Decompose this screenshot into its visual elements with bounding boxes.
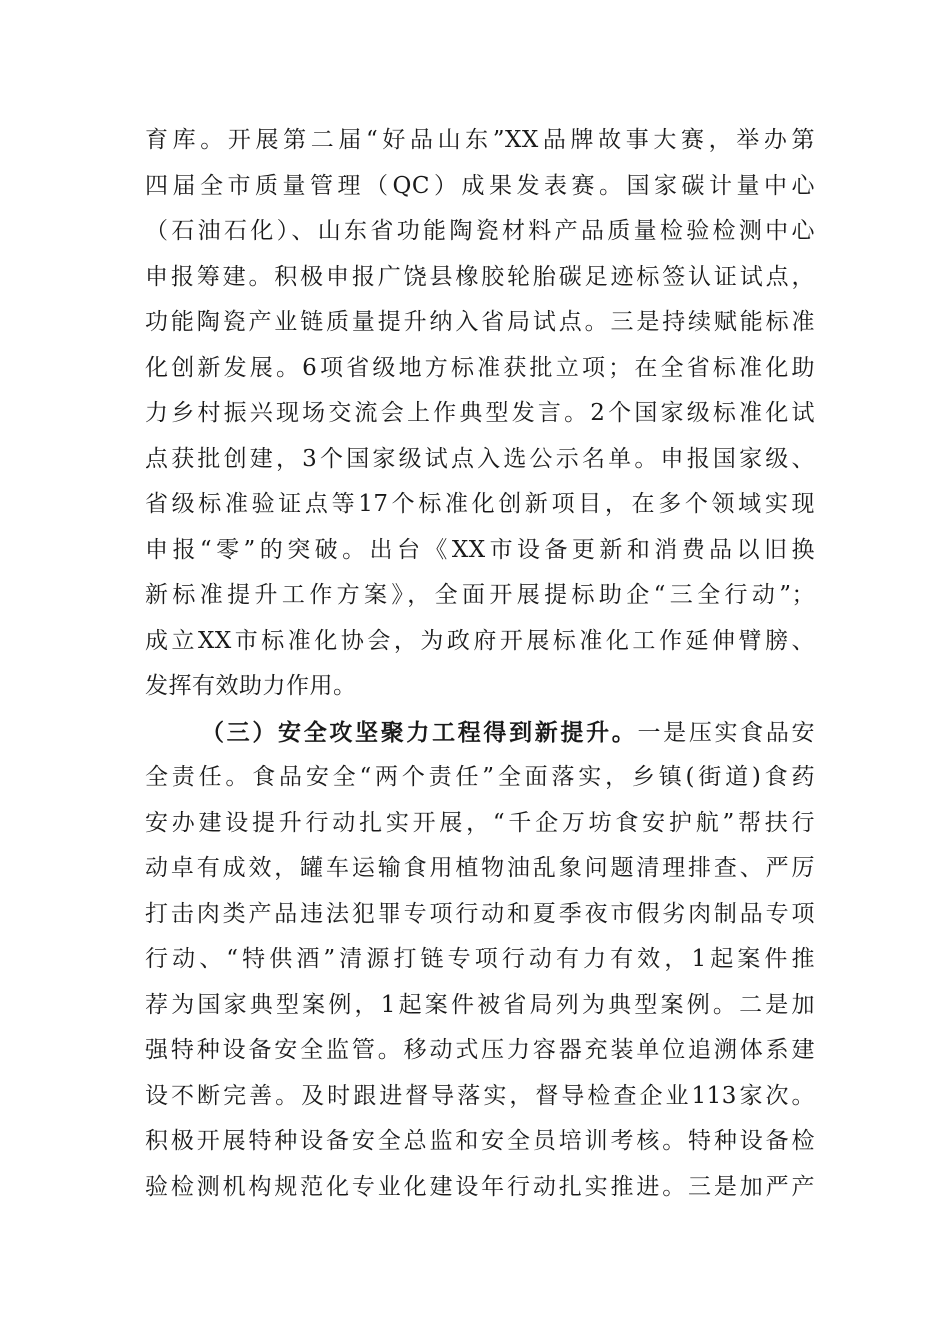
text-line: 申报筹建。积极申报广饶县橡胶轮胎碳足迹标签认证试点，	[145, 263, 815, 290]
text-line: 育库。开展第二届“好品山东”XX品牌故事大赛，举办第	[145, 127, 815, 153]
text-line: 荐为国家典型案例，1起案件被省局列为典型案例。二是加	[145, 991, 815, 1018]
text-line: 安办建设提升行动扎实开展，“千企万坊食安护航”帮扶行	[145, 809, 815, 836]
text-line: 成立XX市标准化协会，为政府开展标准化工作延伸臂膀、	[145, 627, 815, 654]
text-line: 积极开展特种设备安全总监和安全员培训考核。特种设备检	[145, 1128, 815, 1154]
section-heading-line	[145, 710, 815, 756]
text-span: 一是压实食品安	[637, 719, 816, 746]
text-line: 省级标准验证点等17个标准化创新项目，在多个领域实现	[145, 491, 815, 517]
text-line: 动卓有成效，罐车运输食用植物油乱象问题清理排查、严厉	[145, 855, 815, 881]
text-line: 点获批创建，3个国家级试点入选公示名单。申报国家级、	[145, 445, 815, 472]
section-heading: （三）安全攻坚聚力工程得到新提升。	[201, 718, 638, 746]
text-line: 验检测机构规范化专业化建设年行动扎实推进。三是加严产	[145, 1173, 815, 1200]
text-line: 强特种设备安全监管。移动式压力容器充装单位追溯体系建	[145, 1037, 815, 1063]
paragraph-quality-standards	[145, 118, 815, 710]
document-body	[145, 118, 815, 1210]
text-line: 设不断完善。及时跟进督导落实，督导检查企业113家次。	[145, 1082, 815, 1109]
text-line: 功能陶瓷产业链质量提升纳入省局试点。三是持续赋能标准	[145, 309, 815, 335]
text-line: 全责任。食品安全“两个责任”全面落实，乡镇(街道)食药	[145, 764, 815, 790]
text-line: 打击肉类产品违法犯罪专项行动和夏季夜市假劣肉制品专项	[145, 900, 815, 927]
text-line: 四届全市质量管理（QC）成果发表赛。国家碳计量中心	[145, 172, 815, 199]
text-line: 新标准提升工作方案》，全面开展提标助企“三全行动”；	[145, 582, 815, 608]
text-line: 力乡村振兴现场交流会上作典型发言。2个国家级标准化试	[145, 400, 815, 426]
text-line: 行动、“特供酒”清源打链专项行动有力有效，1起案件推	[145, 946, 815, 972]
text-line: 化创新发展。6项省级地方标准获批立项；在全省标准化助	[145, 354, 815, 381]
text-line: 发挥有效助力作用。	[145, 673, 357, 699]
text-line: 申报“零”的突破。出台《XX市设备更新和消费品以旧换	[145, 536, 815, 563]
text-line: （石油石化）、山东省功能陶瓷材料产品质量检验检测中心	[145, 218, 815, 244]
paragraph-safety	[145, 710, 815, 1211]
